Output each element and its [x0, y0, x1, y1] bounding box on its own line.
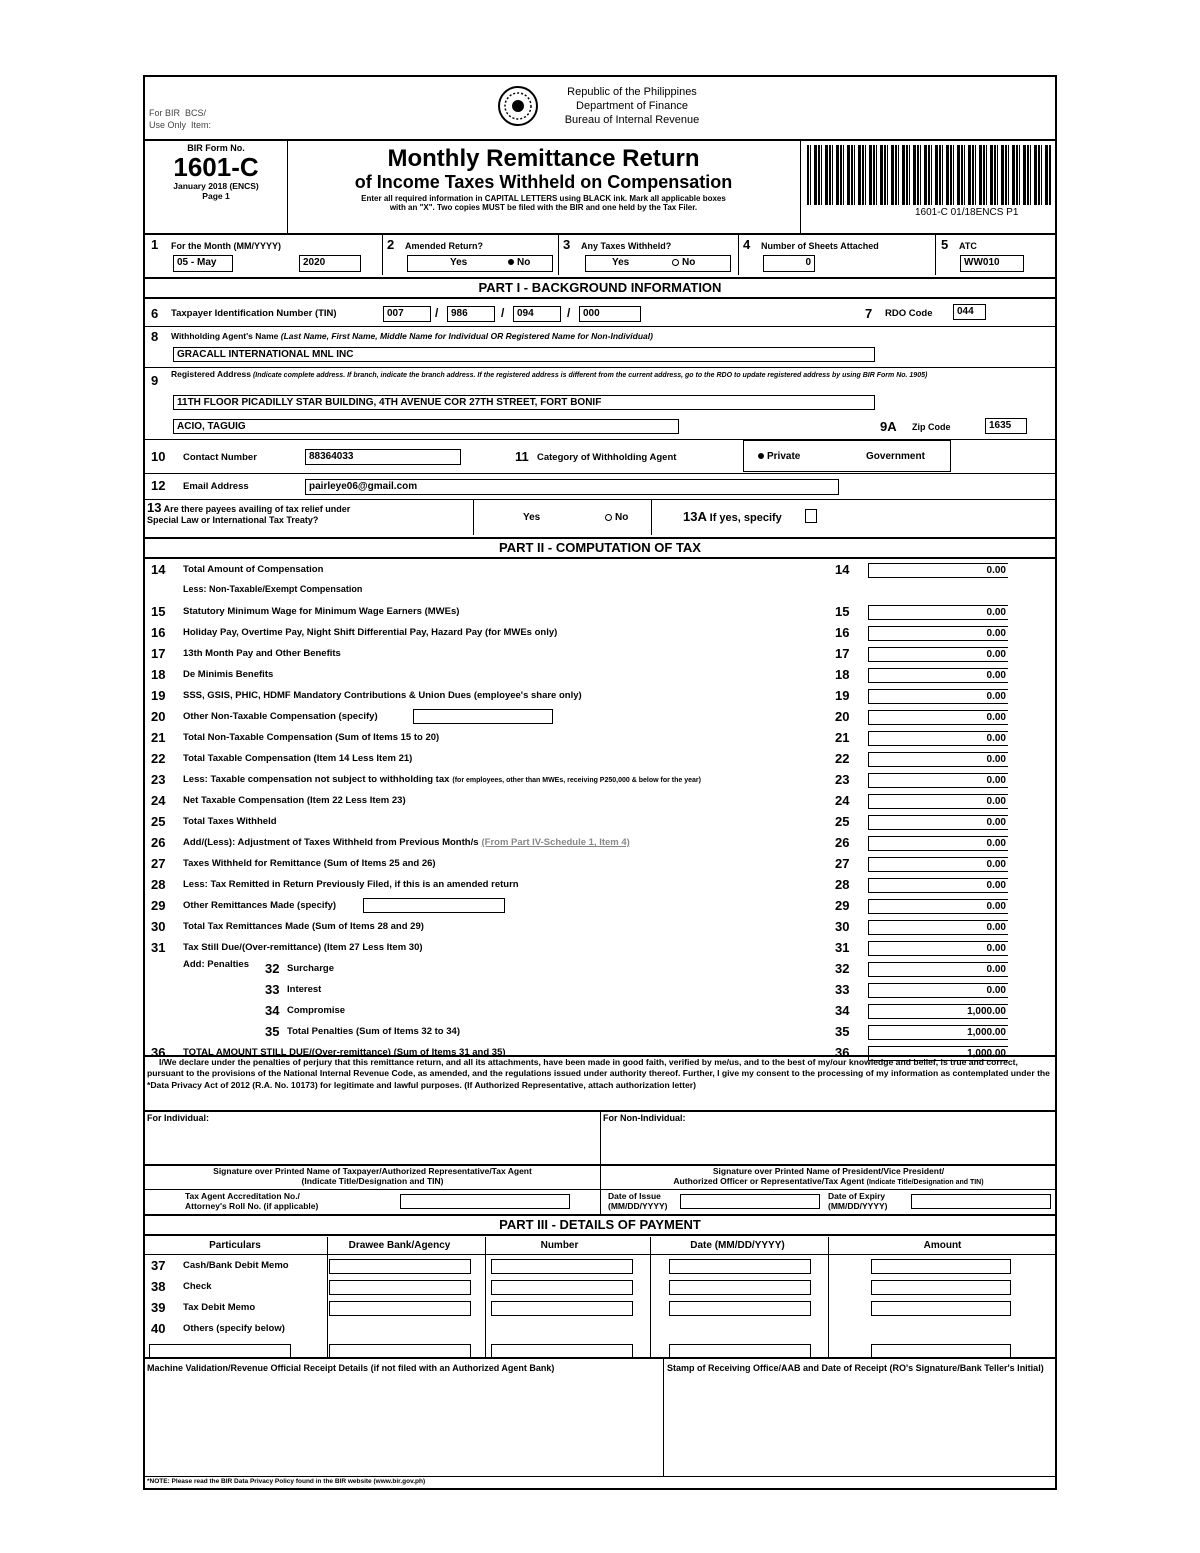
field13-block — [147, 502, 350, 526]
row-18-number: 18 — [151, 667, 166, 682]
for-individual-label: For Individual: — [147, 1113, 209, 1123]
contact-field[interactable]: 88364033 — [305, 449, 461, 465]
tin-part1-field[interactable]: 007 — [383, 306, 431, 322]
row-16-right-number: 16 — [835, 625, 850, 640]
row-19-amount[interactable]: 0.00 — [868, 689, 1008, 704]
zip-field[interactable]: 1635 — [985, 418, 1027, 434]
row-23-number: 23 — [151, 772, 166, 787]
row-21-label-text: Total Non-Taxable Compensation (Sum of Items 15 to 20) — [183, 732, 440, 743]
row-34-right-number: 34 — [835, 1003, 850, 1018]
address-hint: (Indicate complete address. If branch, indicate the branch address. If the registered address is different from the current address, go to the RDO to update registered address by using BIR Form No. 1905) — [252, 372, 928, 379]
row-20-number: 20 — [151, 709, 166, 724]
row-26-right-number: 26 — [835, 835, 850, 850]
tin-part2-field[interactable]: 986 — [447, 306, 495, 322]
field13a-label: If yes, specify — [709, 512, 782, 524]
row-34-label — [287, 1005, 345, 1016]
sig-ind-line1: Signature over Printed Name of Taxpayer/Authorized Representative/Tax Agent — [213, 1166, 532, 1176]
form-title — [287, 145, 800, 212]
row-14-label — [183, 564, 323, 575]
row-27-number: 27 — [151, 856, 166, 871]
row-33-label — [287, 984, 321, 995]
row-18-amount[interactable]: 0.00 — [868, 668, 1008, 683]
row-15-label — [183, 606, 459, 617]
amended-yes-option[interactable]: Yes — [450, 257, 468, 268]
date-issue-label — [608, 1191, 668, 1211]
row-30-label — [183, 921, 424, 932]
radio-unselected-icon — [605, 514, 612, 521]
agency-line1: Republic of the Philippines — [567, 86, 697, 98]
row-15-right-number: 15 — [835, 604, 850, 619]
row-34-label-text: Compromise — [287, 1005, 346, 1016]
row-25-label-text: Total Taxes Withheld — [183, 816, 277, 827]
payment-row-39-label: Tax Debit Memo — [183, 1302, 256, 1313]
barcode-code: 1601-C 01/18ENCS P1 — [915, 207, 1019, 218]
form-number: 1601-C — [173, 152, 259, 182]
row-29-number: 29 — [151, 898, 166, 913]
field9a-number: 9A — [880, 419, 897, 434]
payment-header — [145, 1237, 1055, 1255]
row-36-number: 36 — [151, 1045, 166, 1060]
tax-agent-line2: Attorney's Roll No. (if applicable) — [185, 1201, 319, 1211]
tin-label: Taxpayer Identification Number (TIN) — [171, 308, 337, 319]
field5-label: ATC — [959, 241, 977, 251]
row-33-amount[interactable]: 0.00 — [868, 983, 1008, 998]
row-34-amount[interactable]: 1,000.00 — [868, 1004, 1008, 1019]
field10-number: 10 — [151, 449, 166, 464]
date-issue-field[interactable] — [680, 1194, 820, 1209]
schedule1-link[interactable]: (From Part IV-Schedule 1, Item 4) — [481, 837, 630, 848]
row-27-amount[interactable]: 0.00 — [868, 857, 1008, 872]
title-line2: of Income Taxes Withheld on Compensation — [354, 172, 733, 192]
bcs-label: BCS/ — [185, 108, 207, 118]
payment-row-38-label: Check — [183, 1281, 212, 1292]
row-34-number: 34 — [265, 1003, 280, 1018]
form-no-label: BIR Form No. — [187, 143, 245, 153]
row-14-number: 14 — [151, 562, 166, 577]
tax-agent-label — [185, 1191, 318, 1211]
part2-title: PART II - COMPUTATION OF TAX — [145, 537, 1055, 559]
row-32-label-text: Surcharge — [287, 963, 334, 974]
field3-number: 3 — [563, 237, 571, 252]
field12-number: 12 — [151, 478, 166, 493]
row-19-label — [183, 690, 582, 701]
row-28-label — [183, 879, 519, 890]
row-16-number: 16 — [151, 625, 166, 640]
row-33-right-number: 33 — [835, 982, 850, 997]
sig-non-line1: Signature over Printed Name of President/Vice President/ — [712, 1166, 945, 1176]
payment-row-37-number: 37 — [151, 1258, 166, 1273]
row-14-amount[interactable]: 0.00 — [868, 563, 1008, 578]
category-private-option[interactable]: Private — [758, 450, 800, 463]
row-19-number: 19 — [151, 688, 166, 703]
sig-non-line2: Authorized Officer or Representative/Tax Agent — [673, 1176, 865, 1186]
row-31-right-number: 31 — [835, 940, 850, 955]
payment-row-39-field-3[interactable] — [669, 1301, 811, 1316]
field7-number: 7 — [865, 306, 873, 321]
part1-title: PART I - BACKGROUND INFORMATION — [145, 277, 1055, 299]
field4-label: Number of Sheets Attached — [761, 241, 879, 251]
machine-validation-label: Machine Validation/Revenue Official Receipt Details (if not filed with an Authorized Agent Bank) — [147, 1363, 555, 1373]
email-label: Email Address — [183, 481, 249, 492]
row-17-amount[interactable]: 0.00 — [868, 647, 1008, 662]
row-35-label — [287, 1026, 460, 1037]
row-29-amount[interactable]: 0.00 — [868, 899, 1008, 914]
row-24-number: 24 — [151, 793, 166, 808]
row-14-right-number: 14 — [835, 562, 850, 577]
row-24-label-text: Net Taxable Compensation (Item 22 Less Item 23) — [183, 795, 406, 806]
date-issue-line1: Date of Issue — [608, 1191, 661, 1201]
field13a-checkbox[interactable] — [805, 509, 817, 523]
row-20-label — [183, 711, 378, 722]
row-29-label-text: Other Remittances Made (specify) — [183, 900, 337, 911]
title-line1: Monthly Remittance Return — [387, 145, 700, 172]
row-16-label — [183, 627, 557, 638]
for-bir-use — [149, 107, 211, 131]
field5-number: 5 — [941, 237, 949, 252]
radio-unselected-icon — [672, 259, 679, 266]
payment-row-38-field-2[interactable] — [491, 1280, 633, 1295]
contact-label: Contact Number — [183, 452, 257, 463]
month-field[interactable]: 05 - May — [173, 255, 233, 272]
field13-label2: Special Law or International Tax Treaty? — [147, 515, 319, 525]
row-25-amount[interactable]: 0.00 — [868, 815, 1008, 830]
row-30-right-number: 30 — [835, 919, 850, 934]
sheets-attached-field[interactable]: 0 — [763, 255, 815, 272]
individual-signature[interactable] — [145, 1166, 600, 1186]
row-18-label — [183, 669, 273, 680]
row-35-number: 35 — [265, 1024, 280, 1039]
row-32-number: 32 — [265, 961, 280, 976]
atc-field[interactable]: WW010 — [960, 255, 1024, 272]
payment-row-39-number: 39 — [151, 1300, 166, 1315]
payment-row-39-field-4[interactable] — [871, 1301, 1011, 1316]
field6-number: 6 — [151, 306, 159, 321]
date-issue-line2: (MM/DD/YYYY) — [608, 1201, 668, 1211]
payment-row-39-field-2[interactable] — [491, 1301, 633, 1316]
date-expiry-line1: Date of Expiry — [828, 1191, 886, 1201]
row-23-hint: (for employees, other than MWEs, receiving P250,000 & below for the year) — [452, 777, 701, 784]
payment-row-37-label: Cash/Bank Debit Memo — [183, 1260, 289, 1271]
form-version: January 2018 (ENCS) — [173, 181, 259, 191]
row-29-right-number: 29 — [835, 898, 850, 913]
row-21-label — [183, 732, 439, 743]
row-32-amount[interactable]: 0.00 — [868, 962, 1008, 977]
header-drawee: Drawee Bank/Agency — [348, 1240, 451, 1251]
agent-name-field[interactable]: GRACALL INTERNATIONAL MNL INC — [173, 347, 875, 362]
row-28-number: 28 — [151, 877, 166, 892]
row-24-amount[interactable]: 0.00 — [868, 794, 1008, 809]
agency-header — [547, 85, 717, 127]
address-label: Registered Address — [171, 369, 251, 379]
field1-number: 1 — [151, 237, 159, 252]
row-20-label-text: Other Non-Taxable Compensation (specify) — [183, 711, 378, 722]
row-30-label-text: Total Tax Remittances Made (Sum of Items 28 and 29) — [183, 921, 424, 932]
bir-form-1601c: For BIR BCS/ Use Only Item: Republic of the Philippines Department of Finance Bureau of Internal Revenue BIR Form No. 1601-C January 2018 (ENCS) Page 1 Monthly Remittance Return of Income Taxes Withheld on Compensation Enter all required information in CAPITAL LETTERS using BLACK ink. Mark all applicable boxes with an "X". Two copies MUST be filed with the BIR and one held by the Tax Filer. 1601-C 01/18ENCS P1 1 For the Month (MM/YYYY) 05 - May 2020 2 Amended Return? Yes No 3 Any Taxes Withheld? Yes No 4 Number of Sheets Attached 0 5 ATC WW010 PART I - BACKGROUND INFORMATION 6 Taxpayer Identification Number (TIN) 007 / 986 / 094 / 000 7 RDO Code 044 8 Withholding Agent's Name (Last Name, First Name, Middle Name for Individual OR Registered Name for Non-Individual) GRACALL INTERNATIONAL MNL INC 9 Registered Address (Indicate complete address. If branch, indicate the branch address. If the registered address is different from the current address, go to the RDO to update registered address by using BIR Form No. 1905) 11TH FLOOR PICADILLY STAR BUILDING, 4TH AVENUE COR 27TH STREET, FORT BONIF ACIO, TAGUIG 9A Zip Code 1635 10 Contact Number 88364033 11 Category of Withholding Agent Private Government 12 Email Address pairleye06@gmail.com 13 Are there payees availing of tax relief under Special Law or International Tax Treaty? Yes No 13A If yes, specify PART II - COMPUTATION OF TAX 14 Total Amount of Compensation 14 0.00 15 Statutory Minimum Wage for Minimum Wage Earners (MWEs) 15 0.00 16 Holiday Pay, Overtime Pay, Night Shift Differential Pay, Hazard Pay (for MWEs only) 16 0.00 17 13th Month Pay and Other Benefits 17 0.00 18 De Minimis Benefits 18 0.00 19 SSS, GSIS, PHIC, HDMF Mandatory Contributions & Union Dues (employee's share only) 19 0.00 20 Other Non-Taxable Compensation (specify) 20 0.00 21 Total Non-Taxable Compensation (Sum of Items 15 to 20) 21 0.00 22 Total Taxable Compensation (Item 14 Less Item 21) 22 0.00 23 Less: Taxable compensation not subject to withholding tax (for employees, other than MWEs, receiving P250,000 & below for the year) 23 0.00 24 Net Taxable Compensation (Item 22 Less Item 23) 24 0.00 25 Total Taxes Withheld 25 0.00 26 Add/(Less): Adjustment of Taxes Withheld from Previous Month/s (From Part IV-Schedule 1, Item 4) 26 0.00 27 Taxes Withheld for Remittance (Sum of Items 25 and 26) 27 0.00 28 Less: Tax Remitted in Return Previously Filed, if this is an amended return 28 0.00 29 Other Remittances Made (specify) 29 0.00 30 Total Tax Remittances Made (Sum of Items 28 and 29) 30 0.00 31 Tax Still Due/(Over-remittance) (Item 27 Less Item 30) 31 0.00 32 Surcharge 32 0.00 33 Interest 33 0.00 34 Compromise 34 1,000.00 35 Total Penalties (Sum of Items 32 to 34) 35 1,000.00 36 TOTAL AMOUNT STILL DUE/(Over-remittance) (Sum of Items 31 and 35) 36 1,000.00 Less: Non-Taxable/Exempt Compensation Add: Penalties I/We declare under the penalties of perjury that this remittance return, and all its attachments, have been made in good faith, verified by me/us, and to the best of my/our knowledge and belief, is true and correct, pursuant to the provisions of the National Internal Revenue Code, as amended, and the regulations issued under authority thereof. Further, I give my consent to the processing of my information as contemplated under the *Data Privacy Act of 2012 (R.A. No. 10173) for legitimate and lawful purposes. (If Authorized Representative, attach authorization letter) For Individual: For Non-Individual: Signature over Printed Name of Taxpayer/Authorized Representative/Tax Agent (Indicate Title/Designation and TIN) Signature over Printed Name of President/Vice President/ Authorized Officer or Representative/Tax Agent (Indicate Title/Designation and TIN) Tax Agent Accreditation No./ Attorney's Roll No. (if applicable) Date of Issue (MM/DD/YYYY) Date of Expiry (MM/DD/YYYY) PART III - DETAILS OF PAYMENT Particulars Drawee Bank/Agency Number Date (MM/DD/YYYY) Amount 37 Cash/Bank Debit Memo 38 Check 39 Tax Debit Memo 40 Others (specify below) Machine Validation/Revenue Official Receipt Details (if not filed with an Authorized Agent Bank) Stamp of Receiving Office/AAB and Date of Receipt (RO's Signature/Bank Teller's Initial) *NOTE: Please read the BIR Data Privacy Policy found in the BIR website (www.bir.gov.ph) — [143, 75, 1057, 1490]
tax-relief-no-option[interactable]: No — [605, 512, 628, 523]
row-22-label — [183, 753, 412, 764]
row-22-number: 22 — [151, 751, 166, 766]
rdo-label: RDO Code — [885, 308, 933, 319]
form-page: Page 1 — [202, 191, 230, 201]
row-19-right-number: 19 — [835, 688, 850, 703]
row-33-number: 33 — [265, 982, 280, 997]
field8-number: 8 — [151, 329, 159, 344]
category-options — [743, 440, 951, 472]
for-non-individual-label: For Non-Individual: — [603, 1113, 686, 1123]
tin-part4-field[interactable]: 000 — [579, 306, 641, 322]
barcode — [807, 145, 1052, 205]
year-field[interactable]: 2020 — [299, 255, 361, 272]
row-15-number: 15 — [151, 604, 166, 619]
row-14-label-text: Total Amount of Compensation — [183, 564, 324, 575]
row-22-right-number: 22 — [835, 751, 850, 766]
row-35-amount[interactable]: 1,000.00 — [868, 1025, 1008, 1040]
row-32-label — [287, 963, 334, 974]
field3-label: Any Taxes Withheld? — [581, 241, 672, 251]
radio-selected-icon — [508, 259, 514, 265]
row-25-right-number: 25 — [835, 814, 850, 829]
stamp-label: Stamp of Receiving Office/AAB and Date of Receipt (RO's Signature/Bank Teller's Initial) — [667, 1363, 1044, 1373]
tin-part3-field[interactable]: 094 — [513, 306, 561, 322]
field2-label: Amended Return? — [405, 241, 484, 251]
declaration-text: I/We declare under the penalties of perjury that this remittance return, and all its attachments, have been made in good faith, verified by me/us, and to the best of my/our knowledge and belief, is true and correct, pursuant to the provisions of the National Internal Revenue Code, as amended, and the regulations issued under authority thereof. Further, I give my consent to the processing of my information as contemplated under the *Data Privacy Act of 2012 (R.A. No. 10173) for legitimate and lawful purposes. (If Authorized Representative, attach authorization letter) — [147, 1057, 1050, 1090]
row-23-label-text: Less: Taxable compensation not subject to withholding tax — [183, 774, 450, 785]
row-33-label-text: Interest — [287, 984, 322, 995]
row-35-label-text: Total Penalties (Sum of Items 32 to 34) — [287, 1026, 460, 1037]
less-nontaxable-label: Less: Non-Taxable/Exempt Compensation — [183, 584, 363, 594]
date-expiry-label — [828, 1191, 888, 1211]
tax-relief-yes-option[interactable]: Yes — [523, 512, 541, 523]
privacy-note: *NOTE: Please read the BIR Data Privacy Policy found in the BIR website (www.bir.gov.ph) — [147, 1478, 426, 1485]
taxes-withheld-yes-option[interactable]: Yes — [612, 257, 630, 268]
header-particulars: Particulars — [209, 1240, 261, 1251]
email-field[interactable]: pairleye06@gmail.com — [305, 479, 839, 495]
row-16-label-text: Holiday Pay, Overtime Pay, Night Shift Differential Pay, Hazard Pay (for MWEs only) — [183, 627, 558, 638]
date-expiry-line2: (MM/DD/YYYY) — [828, 1201, 888, 1211]
row-31-number: 31 — [151, 940, 166, 955]
row-25-label — [183, 816, 277, 827]
field11-number: 11 — [515, 449, 529, 464]
row-23-amount[interactable]: 0.00 — [868, 773, 1008, 788]
title-instructions-2: with an "X". Two copies MUST be filed with the BIR and one held by the Tax Filer. — [389, 203, 698, 212]
agency-line2: Department of Finance — [576, 100, 688, 112]
field4-number: 4 — [743, 237, 751, 252]
tax-agent-field[interactable] — [400, 1194, 570, 1209]
field13-label1: Are there payees availing of tax relief under — [163, 504, 351, 514]
row-26-number: 26 — [151, 835, 166, 850]
row-36-right-number: 36 — [835, 1045, 850, 1060]
agent-name-label: Withholding Agent's Name — [171, 331, 279, 341]
row-35-right-number: 35 — [835, 1024, 850, 1039]
payment-row-38-field-1[interactable] — [329, 1280, 471, 1295]
row-26-label — [183, 837, 630, 848]
row-20-specify-field[interactable] — [413, 709, 553, 724]
row-26-label-text: Add/(Less): Adjustment of Taxes Withheld from Previous Month/s — [183, 837, 479, 848]
row-30-amount[interactable]: 0.00 — [868, 920, 1008, 935]
field13-number: 13 — [147, 500, 162, 515]
row-17-label-text: 13th Month Pay and Other Benefits — [183, 648, 341, 659]
amended-return-options — [407, 255, 553, 272]
add-penalties-label: Add: Penalties — [183, 959, 249, 970]
row-21-right-number: 21 — [835, 730, 850, 745]
payment-row-37-field-4[interactable] — [871, 1259, 1011, 1274]
taxes-withheld-options — [585, 255, 731, 272]
field13a-number: 13A — [683, 509, 707, 524]
row-20-amount[interactable]: 0.00 — [868, 710, 1008, 725]
row-21-number: 21 — [151, 730, 166, 745]
zip-label: Zip Code — [912, 422, 951, 432]
tax-agent-line1: Tax Agent Accreditation No./ — [185, 1191, 300, 1201]
row-27-label-text: Taxes Withheld for Remittance (Sum of Items 25 and 26) — [183, 858, 436, 869]
header-number: Number — [540, 1240, 579, 1251]
use-only-label: Use Only — [149, 120, 187, 130]
row-32-right-number: 32 — [835, 961, 850, 976]
radio-selected-icon — [758, 453, 764, 459]
field9-number: 9 — [151, 373, 159, 388]
form-id — [145, 143, 287, 201]
bir-seal-icon — [497, 85, 539, 127]
category-label: Category of Withholding Agent — [537, 452, 677, 463]
row-15-amount[interactable]: 0.00 — [868, 605, 1008, 620]
row-16-amount[interactable]: 0.00 — [868, 626, 1008, 641]
row-25-number: 25 — [151, 814, 166, 829]
payment-row-39-field-1[interactable] — [329, 1301, 471, 1316]
row-24-label — [183, 795, 406, 806]
date-expiry-field[interactable] — [911, 1194, 1051, 1209]
row-18-label-text: De Minimis Benefits — [183, 669, 274, 680]
row-15-label-text: Statutory Minimum Wage for Minimum Wage Earners (MWEs) — [183, 606, 460, 617]
rdo-field[interactable]: 044 — [953, 304, 986, 320]
payment-row-38-number: 38 — [151, 1279, 166, 1294]
header-date: Date (MM/DD/YYYY) — [690, 1240, 785, 1251]
payment-row-40-number: 40 — [151, 1321, 166, 1336]
row-31-label-text: Tax Still Due/(Over-remittance) (Item 27 Less Item 30) — [183, 942, 423, 953]
title-instructions-1: Enter all required information in CAPITAL LETTERS using BLACK ink. Mark all applicable boxes — [361, 194, 726, 203]
payment-row-38-field-4[interactable] — [871, 1280, 1011, 1295]
row-36-label-text: TOTAL AMOUNT STILL DUE/(Over-remittance) (Sum of Items 31 and 35) — [183, 1047, 506, 1058]
row-23-label — [183, 774, 701, 785]
row-19-label-text: SSS, GSIS, PHIC, HDMF Mandatory Contributions & Union Dues (employee's share only) — [183, 690, 582, 701]
field1-label: For the Month (MM/YYYY) — [171, 241, 282, 251]
payment-row-37-field-2[interactable] — [491, 1259, 633, 1274]
row-30-number: 30 — [151, 919, 166, 934]
taxes-withheld-no-option[interactable]: No — [672, 256, 695, 269]
payment-row-38-field-3[interactable] — [669, 1280, 811, 1295]
header-amount: Amount — [923, 1240, 962, 1251]
address-line2-field[interactable]: ACIO, TAGUIG — [173, 419, 679, 434]
agency-line3: Bureau of Internal Revenue — [564, 114, 700, 126]
for-bir-label: For BIR — [149, 108, 181, 118]
row-23-right-number: 23 — [835, 772, 850, 787]
payment-row-40-label: Others (specify below) — [183, 1323, 285, 1334]
row-22-amount[interactable]: 0.00 — [868, 752, 1008, 767]
row-28-amount[interactable]: 0.00 — [868, 878, 1008, 893]
row-24-right-number: 24 — [835, 793, 850, 808]
agent-name-hint: (Last Name, First Name, Middle Name for Individual OR Registered Name for Non-Individual) — [280, 331, 653, 341]
field2-number: 2 — [387, 237, 395, 252]
non-individual-signature[interactable] — [601, 1166, 1056, 1188]
row-17-right-number: 17 — [835, 646, 850, 661]
row-20-right-number: 20 — [835, 709, 850, 724]
sig-ind-line2: (Indicate Title/Designation and TIN) — [301, 1176, 444, 1186]
field13a-block — [683, 509, 782, 524]
row-17-number: 17 — [151, 646, 166, 661]
amended-no-option[interactable]: No — [508, 256, 530, 269]
part3-title: PART III - DETAILS OF PAYMENT — [145, 1214, 1055, 1236]
row-22-label-text: Total Taxable Compensation (Item 14 Less Item 21) — [183, 753, 413, 764]
row-18-right-number: 18 — [835, 667, 850, 682]
sig-non-line2-hint: (Indicate Title/Designation and TIN) — [866, 1179, 984, 1186]
address-line1-field[interactable]: 11TH FLOOR PICADILLY STAR BUILDING, 4TH AVENUE COR 27TH STREET, FORT BONIF — [173, 395, 875, 410]
row-36-amount[interactable]: 1,000.00 — [868, 1046, 1008, 1061]
row-31-amount[interactable]: 0.00 — [868, 941, 1008, 956]
row-27-right-number: 27 — [835, 856, 850, 871]
row-17-label — [183, 648, 341, 659]
row-28-right-number: 28 — [835, 877, 850, 892]
payment-row-37-field-1[interactable] — [329, 1259, 471, 1274]
row-29-specify-field[interactable] — [363, 898, 505, 913]
row-31-label — [183, 942, 423, 953]
row-21-amount[interactable]: 0.00 — [868, 731, 1008, 746]
row-28-label-text: Less: Tax Remitted in Return Previously Filed, if this is an amended return — [183, 879, 519, 890]
item-label: Item: — [191, 120, 212, 130]
row-27-label — [183, 858, 436, 869]
row-26-amount[interactable]: 0.00 — [868, 836, 1008, 851]
payment-row-37-field-3[interactable] — [669, 1259, 811, 1274]
category-government-option[interactable]: Government — [866, 451, 925, 462]
row-29-label — [183, 900, 336, 911]
